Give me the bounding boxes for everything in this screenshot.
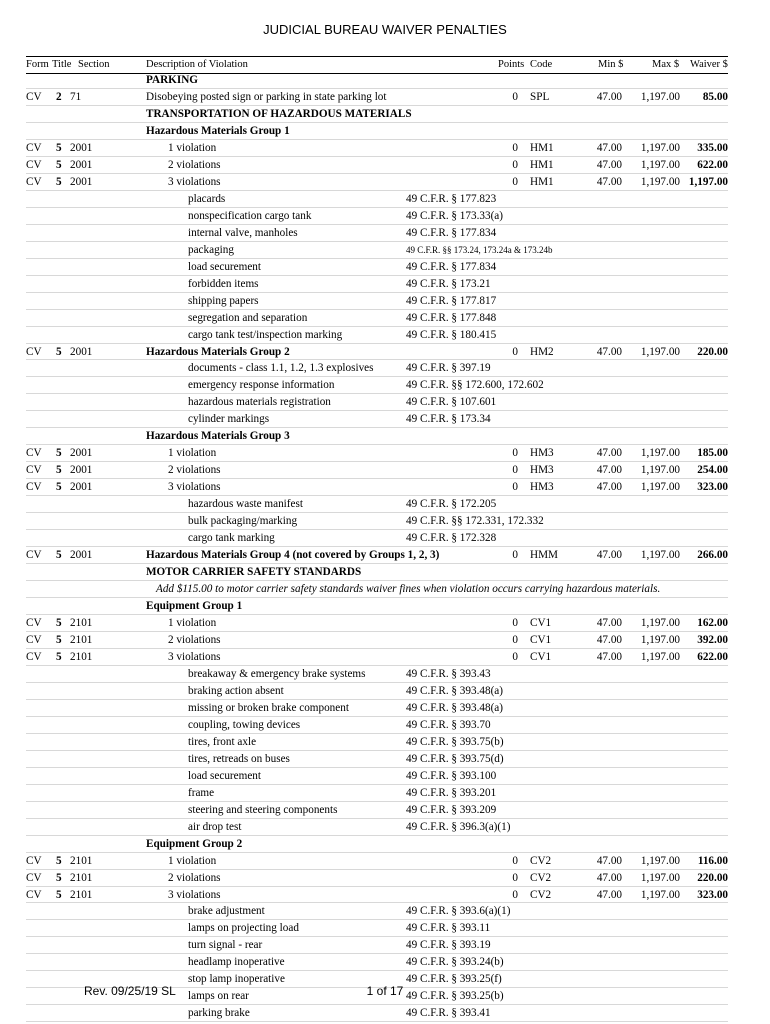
points-cell: 0 xyxy=(512,888,518,901)
code-cell: CV1 xyxy=(530,650,552,663)
table-row xyxy=(26,581,728,598)
table-row xyxy=(26,225,728,242)
title-cell: 5 xyxy=(56,549,62,562)
table-row xyxy=(26,327,728,344)
table-row xyxy=(26,649,728,666)
description-cell: shipping papers xyxy=(188,294,259,307)
waiver-cell: 162.00 xyxy=(697,617,728,629)
max-cell: 1,197.00 xyxy=(640,888,680,901)
table-row xyxy=(26,530,728,547)
citation-cell: 49 C.F.R. §§ 173.24, 173.24a & 173.24b xyxy=(406,244,553,255)
header-section: Section xyxy=(78,59,110,70)
max-cell: 1,197.00 xyxy=(640,345,680,358)
citation-cell: 49 C.F.R. § 393.25(f) xyxy=(406,973,502,986)
description-cell: headlamp inoperative xyxy=(188,956,285,969)
description-cell: lamps on rear xyxy=(188,990,249,1003)
form-cell: CV xyxy=(26,158,42,171)
description-cell: 3 violations xyxy=(168,650,221,663)
citation-cell: 49 C.F.R. § 177.823 xyxy=(406,192,497,205)
form-cell: CV xyxy=(26,650,42,663)
waiver-cell: 335.00 xyxy=(697,141,728,154)
description-cell: missing or broken brake component xyxy=(188,701,349,714)
description-cell: braking action absent xyxy=(188,684,284,697)
table-row xyxy=(26,513,728,530)
table-row xyxy=(26,734,728,751)
title-cell: 5 xyxy=(56,888,62,901)
table-row xyxy=(26,598,728,615)
section-cell: 2001 xyxy=(70,175,93,188)
description-cell: Hazardous Materials Group 2 xyxy=(146,345,290,358)
citation-cell: 49 C.F.R. § 393.70 xyxy=(406,718,491,731)
code-cell: CV1 xyxy=(530,633,552,646)
citation-cell: 49 C.F.R. §§ 172.331, 172.332 xyxy=(406,515,544,528)
table-row xyxy=(26,106,728,123)
description-cell: 1 violation xyxy=(168,141,217,154)
description-cell: hazardous materials registration xyxy=(188,396,331,409)
min-cell: 47.00 xyxy=(596,617,622,629)
description-cell: lamps on projecting load xyxy=(188,922,299,935)
max-cell: 1,197.00 xyxy=(640,871,680,884)
points-cell: 0 xyxy=(512,141,518,154)
max-cell: 1,197.00 xyxy=(640,90,680,103)
title-cell: 5 xyxy=(56,854,62,867)
description-cell: load securement xyxy=(188,769,261,782)
form-cell: CV xyxy=(26,617,42,629)
table-row xyxy=(26,462,728,479)
description-cell: 1 violation xyxy=(168,617,217,629)
code-cell: CV2 xyxy=(530,871,552,884)
table-row xyxy=(26,140,728,157)
citation-cell: 49 C.F.R. § 393.11 xyxy=(406,922,491,935)
table-row xyxy=(26,174,728,191)
form-cell: CV xyxy=(26,871,42,884)
waiver-cell: 622.00 xyxy=(697,650,728,663)
citation-cell: 49 C.F.R. § 393.209 xyxy=(406,803,497,816)
min-cell: 47.00 xyxy=(596,464,622,477)
table-row xyxy=(26,666,728,683)
min-cell: 47.00 xyxy=(596,481,622,494)
table-row xyxy=(26,123,728,140)
form-cell: CV xyxy=(26,90,42,103)
citation-cell: 49 C.F.R. § 393.19 xyxy=(406,939,491,952)
description-cell: internal valve, manholes xyxy=(188,226,298,239)
description-cell: segregation and separation xyxy=(188,311,308,324)
table-row xyxy=(26,954,728,971)
description-cell: cargo tank test/inspection marking xyxy=(188,328,343,341)
header-waiver: Waiver $ xyxy=(690,59,728,70)
form-cell: CV xyxy=(26,175,42,188)
section-cell: 2001 xyxy=(70,345,93,358)
points-cell: 0 xyxy=(512,871,518,884)
title-cell: 5 xyxy=(56,617,62,629)
min-cell: 47.00 xyxy=(596,633,622,646)
citation-cell: 49 C.F.R. § 180.415 xyxy=(406,328,497,341)
form-cell: CV xyxy=(26,141,42,154)
description-cell: tires, front axle xyxy=(188,735,257,748)
table-row xyxy=(26,903,728,920)
table-row xyxy=(26,937,728,954)
header-code: Code xyxy=(530,59,553,70)
table-row xyxy=(26,377,728,394)
table-row xyxy=(26,208,728,225)
code-cell: HM1 xyxy=(530,175,554,188)
table-row xyxy=(26,632,728,649)
description-cell: forbidden items xyxy=(188,277,259,290)
table-row xyxy=(26,259,728,276)
points-cell: 0 xyxy=(512,175,518,188)
page-number: 1 of 17 xyxy=(366,984,404,998)
form-cell: CV xyxy=(26,464,42,477)
section-cell: 2101 xyxy=(70,871,93,884)
citation-cell: 49 C.F.R. §§ 172.600, 172.602 xyxy=(406,379,544,392)
waiver-cell: 116.00 xyxy=(697,854,728,867)
section-cell: 71 xyxy=(70,90,82,103)
title-cell: 5 xyxy=(56,158,62,171)
description-cell: frame xyxy=(188,786,215,799)
description-cell: 2 violations xyxy=(168,633,221,646)
section-cell: 2001 xyxy=(70,549,93,562)
code-cell: HM3 xyxy=(530,481,554,494)
min-cell: 47.00 xyxy=(596,158,622,171)
citation-cell: 49 C.F.R. § 393.201 xyxy=(406,786,497,799)
table-row xyxy=(26,564,728,581)
citation-cell: 49 C.F.R. § 393.75(d) xyxy=(406,752,504,765)
waiver-cell: 392.00 xyxy=(697,633,728,646)
description-cell: TRANSPORTATION OF HAZARDOUS MATERIALS xyxy=(146,107,412,120)
description-cell: nonspecification cargo tank xyxy=(188,209,312,222)
table-row xyxy=(26,360,728,377)
table-row xyxy=(26,89,728,106)
header-description: Description of Violation xyxy=(146,59,248,70)
citation-cell: 49 C.F.R. § 177.834 xyxy=(406,226,497,239)
table-row xyxy=(26,276,728,293)
description-cell: 2 violations xyxy=(168,871,221,884)
table-row xyxy=(26,768,728,785)
min-cell: 47.00 xyxy=(596,175,622,188)
table-row xyxy=(26,836,728,853)
citation-cell: 49 C.F.R. § 393.100 xyxy=(406,769,497,782)
table-row xyxy=(26,853,728,870)
waiver-cell: 85.00 xyxy=(702,90,728,103)
citation-cell: 49 C.F.R. § 173.34 xyxy=(406,413,491,426)
points-cell: 0 xyxy=(512,617,518,629)
citation-cell: 49 C.F.R. § 393.25(b) xyxy=(406,990,504,1003)
citation-cell: 49 C.F.R. § 393.75(b) xyxy=(406,735,504,748)
min-cell: 47.00 xyxy=(596,871,622,884)
table-row xyxy=(26,479,728,496)
waiver-cell: 622.00 xyxy=(697,158,728,171)
max-cell: 1,197.00 xyxy=(640,464,680,477)
title-cell: 5 xyxy=(56,464,62,477)
description-cell: coupling, towing devices xyxy=(188,718,301,731)
table-row xyxy=(26,717,728,734)
waiver-cell: 1,197.00 xyxy=(688,175,728,188)
title-cell: 5 xyxy=(56,175,62,188)
table-row xyxy=(26,242,728,259)
citation-cell: 49 C.F.R. § 393.6(a)(1) xyxy=(406,905,511,918)
table-row xyxy=(26,802,728,819)
description-cell: documents - class 1.1, 1.2, 1.3 explosives xyxy=(188,362,374,375)
max-cell: 1,197.00 xyxy=(640,633,680,646)
description-cell: Hazardous Materials Group 1 xyxy=(146,124,290,137)
description-cell: packaging xyxy=(188,243,234,256)
max-cell: 1,197.00 xyxy=(640,175,680,188)
description-cell: placards xyxy=(188,192,226,205)
description-cell: 3 violations xyxy=(168,888,221,901)
description-cell: tires, retreads on buses xyxy=(188,752,290,765)
code-cell: SPL xyxy=(530,90,550,103)
citation-cell: 49 C.F.R. § 397.19 xyxy=(406,362,491,375)
code-cell: CV2 xyxy=(530,854,552,867)
section-cell: 2101 xyxy=(70,650,93,663)
header-form: Form xyxy=(26,59,49,70)
waiver-cell: 254.00 xyxy=(697,464,728,477)
points-cell: 0 xyxy=(512,481,518,494)
section-cell: 2101 xyxy=(70,633,93,646)
table-row xyxy=(26,157,728,174)
description-cell: cylinder markings xyxy=(188,413,270,426)
title-cell: 2 xyxy=(56,90,62,103)
citation-cell: 49 C.F.R. § 393.43 xyxy=(406,667,491,680)
table-row xyxy=(26,445,728,462)
revision-label: Rev. 09/25/19 SL xyxy=(84,984,176,998)
form-cell: CV xyxy=(26,888,42,901)
citation-cell: 49 C.F.R. § 172.205 xyxy=(406,498,497,511)
header-min: Min $ xyxy=(598,59,624,70)
max-cell: 1,197.00 xyxy=(640,481,680,494)
min-cell: 47.00 xyxy=(596,650,622,663)
points-cell: 0 xyxy=(512,854,518,867)
description-cell: MOTOR CARRIER SAFETY STANDARDS xyxy=(146,566,362,579)
points-cell: 0 xyxy=(512,464,518,477)
section-cell: 2001 xyxy=(70,481,93,494)
max-cell: 1,197.00 xyxy=(640,549,680,562)
table-row xyxy=(26,1005,728,1022)
form-cell: CV xyxy=(26,481,42,494)
table-row xyxy=(26,344,728,361)
code-cell: HMM xyxy=(530,549,558,562)
min-cell: 47.00 xyxy=(596,345,622,358)
citation-cell: 49 C.F.R. § 393.48(a) xyxy=(406,701,503,714)
description-cell: Hazardous Materials Group 3 xyxy=(146,430,290,443)
description-cell: Equipment Group 2 xyxy=(146,837,243,850)
waiver-cell: 266.00 xyxy=(697,549,728,562)
points-cell: 0 xyxy=(512,633,518,646)
min-cell: 47.00 xyxy=(596,854,622,867)
min-cell: 47.00 xyxy=(596,447,622,460)
title-cell: 5 xyxy=(56,481,62,494)
title-cell: 5 xyxy=(56,633,62,646)
form-cell: CV xyxy=(26,633,42,646)
table-row xyxy=(26,819,728,836)
header-title: Title xyxy=(52,59,72,70)
max-cell: 1,197.00 xyxy=(640,650,680,663)
citation-cell: 49 C.F.R. § 396.3(a)(1) xyxy=(406,820,511,833)
waiver-cell: 323.00 xyxy=(697,481,728,494)
description-cell: steering and steering components xyxy=(188,803,338,816)
description-cell: brake adjustment xyxy=(188,905,265,918)
form-cell: CV xyxy=(26,345,42,358)
section-cell: 2001 xyxy=(70,141,93,154)
form-cell: CV xyxy=(26,447,42,460)
citation-cell: 49 C.F.R. § 177.817 xyxy=(406,294,497,307)
min-cell: 47.00 xyxy=(596,549,622,562)
code-cell: HM3 xyxy=(530,447,554,460)
description-cell: 3 violations xyxy=(168,175,221,188)
table-row xyxy=(26,428,728,445)
waiver-cell: 220.00 xyxy=(697,871,728,884)
citation-cell: 49 C.F.R. § 172.328 xyxy=(406,532,497,545)
code-cell: HM2 xyxy=(530,345,554,358)
header-points: Points xyxy=(498,59,525,70)
table-row xyxy=(26,310,728,327)
min-cell: 47.00 xyxy=(596,888,622,901)
code-cell: HM1 xyxy=(530,158,554,171)
table-row xyxy=(26,870,728,887)
description-cell: 1 violation xyxy=(168,447,217,460)
citation-cell: 49 C.F.R. § 393.48(a) xyxy=(406,684,503,697)
citation-cell: 49 C.F.R. § 107.601 xyxy=(406,396,497,409)
description-cell: emergency response information xyxy=(188,379,335,392)
max-cell: 1,197.00 xyxy=(640,617,680,629)
points-cell: 0 xyxy=(512,158,518,171)
description-cell: bulk packaging/marking xyxy=(188,515,298,528)
table-row xyxy=(26,785,728,802)
description-cell: turn signal - rear xyxy=(188,939,263,952)
waiver-cell: 323.00 xyxy=(697,888,728,901)
citation-cell: 49 C.F.R. § 177.848 xyxy=(406,311,497,324)
table-row xyxy=(26,887,728,904)
description-cell: Equipment Group 1 xyxy=(146,600,243,613)
table-row xyxy=(26,293,728,310)
citation-cell: 49 C.F.R. § 393.41 xyxy=(406,1007,491,1020)
section-cell: 2001 xyxy=(70,447,93,460)
max-cell: 1,197.00 xyxy=(640,854,680,867)
table-row xyxy=(26,394,728,411)
section-cell: 2001 xyxy=(70,158,93,171)
waiver-cell: 185.00 xyxy=(697,447,728,460)
title-cell: 5 xyxy=(56,650,62,663)
description-cell: PARKING xyxy=(146,74,198,86)
table-row xyxy=(26,191,728,208)
description-cell: 3 violations xyxy=(168,481,221,494)
code-cell: HM3 xyxy=(530,464,554,477)
table-row xyxy=(26,700,728,717)
description-cell: 1 violation xyxy=(168,854,217,867)
max-cell: 1,197.00 xyxy=(640,447,680,460)
points-cell: 0 xyxy=(512,345,518,358)
table-row xyxy=(26,615,728,632)
header-max: Max $ xyxy=(652,59,680,70)
penalty-table xyxy=(0,72,770,1022)
min-cell: 47.00 xyxy=(596,141,622,154)
description-cell: cargo tank marking xyxy=(188,532,275,545)
section-cell: 2101 xyxy=(70,854,93,867)
description-cell: breakaway & emergency brake systems xyxy=(188,667,366,680)
points-cell: 0 xyxy=(512,650,518,663)
table-row xyxy=(26,920,728,937)
points-cell: 0 xyxy=(512,549,518,562)
code-cell: CV2 xyxy=(530,888,552,901)
description-cell: 2 violations xyxy=(168,464,221,477)
description-cell: Hazardous Materials Group 4 (not covered by Groups 1, 2, 3) xyxy=(146,549,440,562)
section-cell: 2001 xyxy=(70,464,93,477)
description-cell: parking brake xyxy=(188,1007,250,1020)
citation-cell: 49 C.F.R. § 177.834 xyxy=(406,260,497,273)
description-cell: 2 violations xyxy=(168,158,221,171)
section-cell: 2101 xyxy=(70,617,93,629)
title-cell: 5 xyxy=(56,447,62,460)
waiver-cell: 220.00 xyxy=(697,345,728,358)
description-cell: Disobeying posted sign or parking in state parking lot xyxy=(146,90,387,103)
table-row xyxy=(26,683,728,700)
citation-cell: 49 C.F.R. § 173.33(a) xyxy=(406,209,503,222)
table-row xyxy=(26,496,728,513)
points-cell: 0 xyxy=(512,90,518,103)
title-cell: 5 xyxy=(56,345,62,358)
code-cell: HM1 xyxy=(530,141,554,154)
citation-cell: 49 C.F.R. § 173.21 xyxy=(406,277,491,290)
title-cell: 5 xyxy=(56,141,62,154)
table-row xyxy=(26,751,728,768)
note-cell: Add $115.00 to motor carrier safety standards waiver fines when violation occurs carrying hazardous materials. xyxy=(156,583,661,596)
form-cell: CV xyxy=(26,549,42,562)
max-cell: 1,197.00 xyxy=(640,141,680,154)
max-cell: 1,197.00 xyxy=(640,158,680,171)
table-row xyxy=(26,547,728,564)
table-row xyxy=(26,72,728,89)
table-row xyxy=(26,411,728,428)
points-cell: 0 xyxy=(512,447,518,460)
form-cell: CV xyxy=(26,854,42,867)
code-cell: CV1 xyxy=(530,617,552,629)
page-title: JUDICIAL BUREAU WAIVER PENALTIES xyxy=(263,22,507,37)
description-cell: hazardous waste manifest xyxy=(188,498,303,511)
description-cell: stop lamp inoperative xyxy=(188,973,285,986)
section-cell: 2101 xyxy=(70,888,93,901)
citation-cell: 49 C.F.R. § 393.24(b) xyxy=(406,956,504,969)
description-cell: air drop test xyxy=(188,820,242,833)
title-cell: 5 xyxy=(56,871,62,884)
description-cell: load securement xyxy=(188,260,261,273)
min-cell: 47.00 xyxy=(596,90,622,103)
